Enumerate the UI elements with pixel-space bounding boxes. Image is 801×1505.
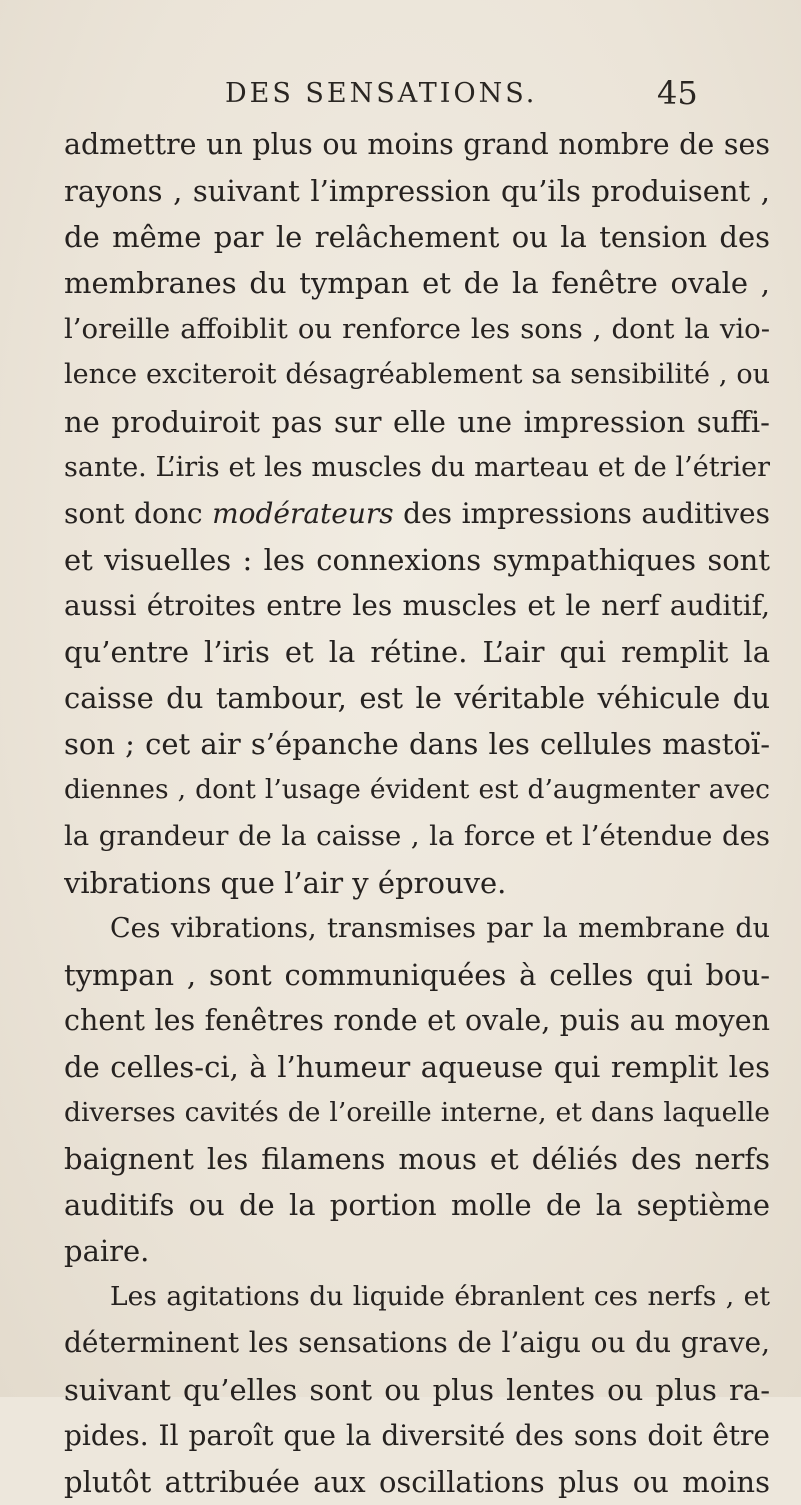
text-line: rayons , suivant l’impression qu’ils produisent , (64, 174, 770, 209)
text-line: sante. L’iris et les muscles du marteau et de l’étrier (64, 451, 770, 483)
text-line: suivant qu’elles sont ou plus lentes ou plus ra- (64, 1372, 770, 1407)
text-line (64, 491, 770, 537)
text-line: vibrations que l’air y éprouve. (64, 865, 507, 900)
text-line: de celles-ci, à l’humeur aqueuse qui remplit les (64, 1049, 770, 1084)
text-line: diennes , dont l’usage évident est d’augmenter avec (64, 774, 770, 806)
text-line: son ; cet air s’épanche dans les cellules mastoï- (64, 727, 770, 762)
text-line: lence exciteroit désagréablement sa sensibilité , ou (64, 359, 770, 391)
text-line: caisse du tambour, est le véritable véhicule du (64, 681, 770, 716)
text-line: auditifs ou de la portion molle de la septième (64, 1188, 770, 1223)
text-line: ne produiroit pas sur elle une impression suffi- (64, 404, 770, 439)
text-line: aussi étroites entre les muscles et le nerf auditif, (64, 588, 770, 622)
text-line: et visuelles : les connexions sympathiques sont (64, 542, 770, 577)
text-line: Ces vibrations, transmises par la membrane du (110, 912, 770, 944)
text-line: pides. Il paroît que la diversité des sons doit être (64, 1418, 770, 1452)
text-line: Les agitations du liquide ébranlent ces nerfs , et (110, 1281, 770, 1313)
text-line: admettre un plus ou moins grand nombre de ses (64, 128, 770, 161)
text-line: diverses cavités de l’oreille interne, et dans laquelle (64, 1096, 770, 1128)
text-line: membranes du tympan et de la fenêtre ovale , (64, 266, 770, 301)
text-line: chent les fenêtres ronde et ovale, puis au moyen (64, 1003, 770, 1037)
text-line: de même par le relâchement ou la tension des (64, 220, 770, 255)
text-line: qu’entre l’iris et la rétine. L’air qui remplit la (64, 635, 770, 670)
text-line: baignent les filamens mous et déliés des nerfs (64, 1142, 770, 1177)
text-line: plutôt attribuée aux oscillations plus ou moins (64, 1464, 770, 1499)
body-text (64, 122, 770, 1505)
text-line: l’oreille affoiblit ou renforce les sons , dont la vio- (64, 313, 770, 346)
text-line: tympan , sont communiquées à celles qui bou- (64, 957, 770, 992)
page-header (0, 74, 801, 118)
text-fragment: des impressions auditives (393, 496, 770, 530)
text-line: déterminent les sensations de l’aigu ou du grave, (64, 1326, 770, 1360)
text-fragment: sont donc (64, 496, 213, 530)
text-line: la grandeur de la caisse , la force et l’étendue des (64, 820, 770, 853)
text-line: paire. (64, 1234, 150, 1269)
italic-term: modérateurs (212, 496, 394, 530)
running-title: DES SENSATIONS. (225, 78, 538, 109)
page-number: 45 (657, 74, 698, 112)
